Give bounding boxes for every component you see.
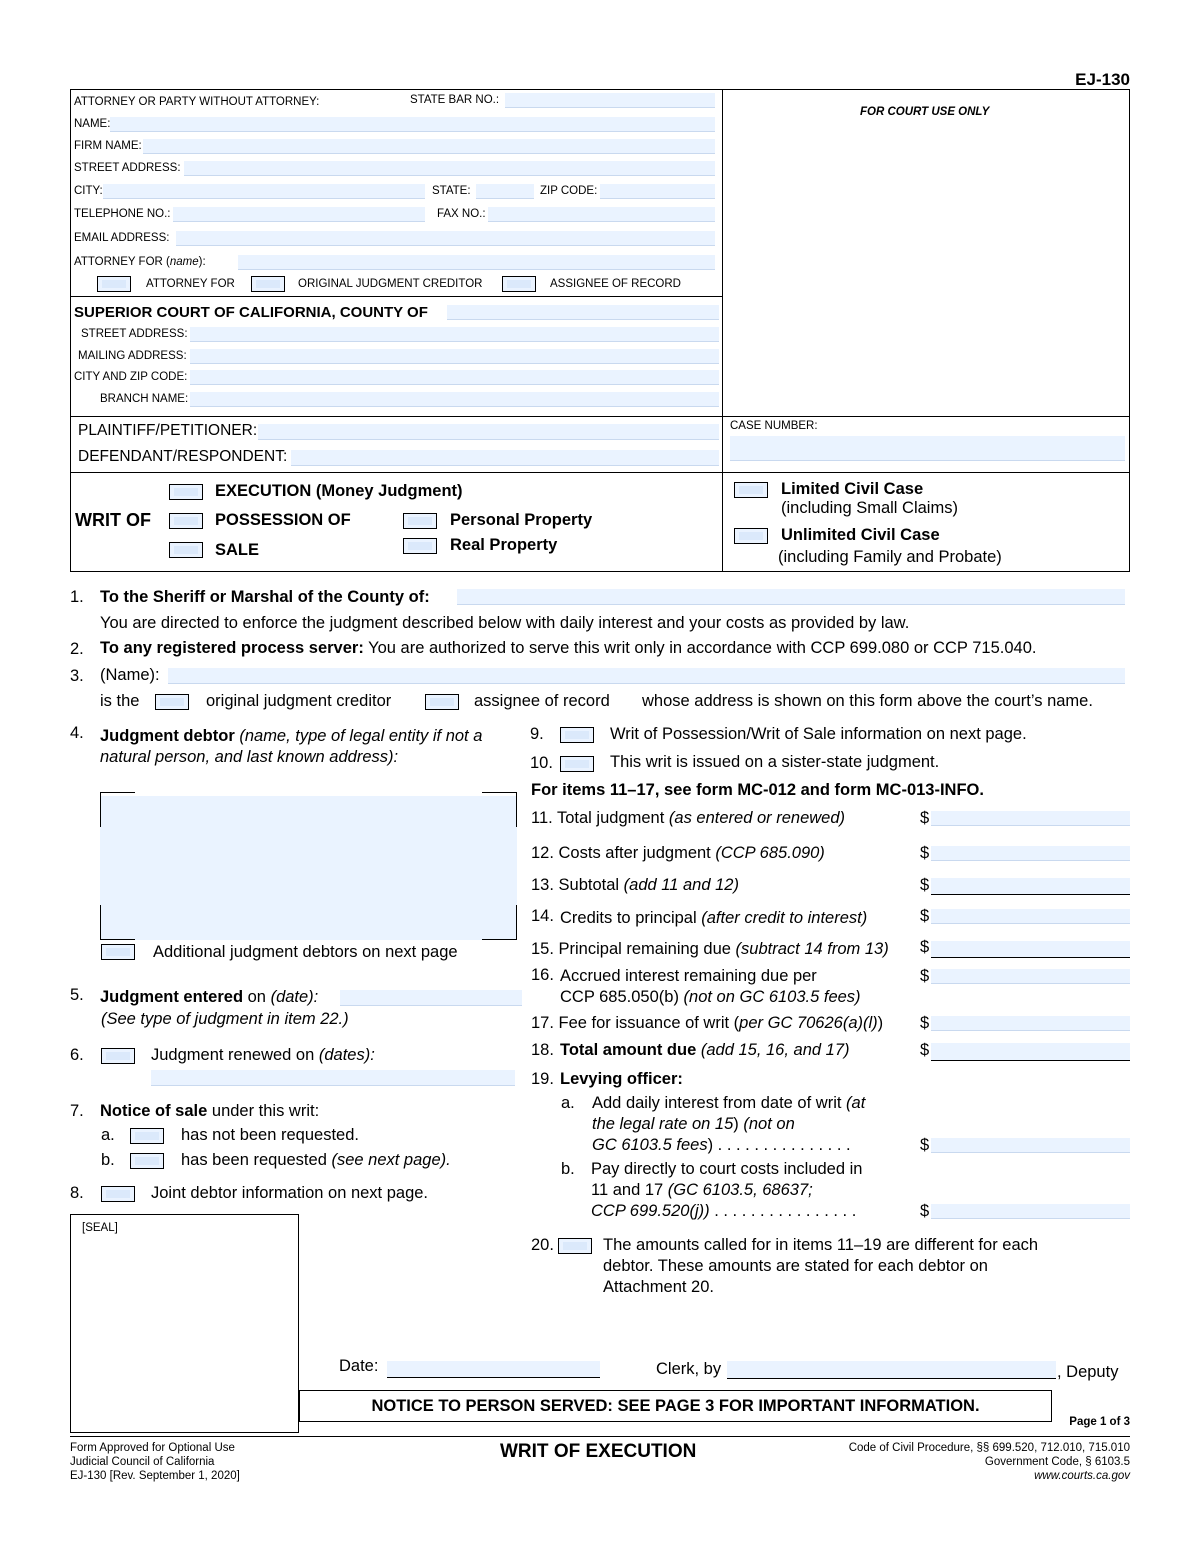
seal-label: [SEAL] <box>82 1222 118 1234</box>
additional-debtors-checkbox[interactable] <box>101 944 135 960</box>
item-8-text: Joint debtor information on next page. <box>151 1184 429 1202</box>
debtor-bracket-tr-v <box>516 792 517 827</box>
item-15-label: 15. Principal remaining due (subtract 14 from 13) <box>531 940 889 958</box>
item-16-number: 16. <box>531 966 554 984</box>
item-5-number: 5. <box>70 986 84 1004</box>
court-city-label: CITY AND ZIP CODE: <box>74 371 188 383</box>
item-19a-line3: GC 6103.5 fees) . . . . . . . . . . . . . . . <box>592 1136 851 1154</box>
zip-label: ZIP CODE: <box>540 185 598 197</box>
accrued-interest-field[interactable] <box>931 969 1130 984</box>
email-label: EMAIL ADDRESS: <box>74 232 170 244</box>
footer-left-2: Judicial Council of California <box>70 1456 215 1468</box>
assignee-option: ASSIGNEE OF RECORD <box>550 278 681 290</box>
plaintiff-label: PLAINTIFF/PETITIONER: <box>78 422 258 439</box>
item-13-dollar: $ <box>920 876 930 894</box>
attorney-for-field[interactable] <box>238 255 715 270</box>
footer-left-3: EJ-130 [Rev. September 1, 2020] <box>70 1470 240 1482</box>
debtor-bracket-br <box>482 939 517 940</box>
page-number: Page 1 of 3 <box>1069 1416 1130 1428</box>
item-19a-letter: a. <box>561 1094 575 1112</box>
execution-checkbox[interactable] <box>169 484 203 500</box>
footer-right-3[interactable]: www.courts.ca.gov <box>1034 1470 1130 1482</box>
unlimited-case-checkbox[interactable] <box>734 528 768 544</box>
item-2-number: 2. <box>70 640 84 658</box>
item-15-dollar: $ <box>920 938 930 956</box>
original-creditor-option: ORIGINAL JUDGMENT CREDITOR <box>298 278 483 290</box>
limited-case-checkbox[interactable] <box>734 482 768 498</box>
item-16-sub: CCP 685.050(b) (not on GC 6103.5 fees) <box>560 988 861 1006</box>
item-19b-line3: CCP 699.520(j)) . . . . . . . . . . . . . . . . <box>591 1202 857 1220</box>
item-7a-text: has not been requested. <box>181 1126 359 1144</box>
additional-debtors-label: Additional judgment debtors on next page <box>153 943 458 961</box>
defendant-label: DEFENDANT/RESPONDENT: <box>78 448 288 465</box>
sale-requested-checkbox[interactable] <box>130 1153 164 1169</box>
item-3-number: 3. <box>70 667 84 685</box>
state-bar-field[interactable] <box>505 93 715 108</box>
clerk-signature-field[interactable] <box>727 1361 1056 1379</box>
firm-label: FIRM NAME: <box>74 140 142 152</box>
item-4-label: Judgment debtor (name, type of legal entity if not a <box>100 727 483 745</box>
item-4-hint: natural person, and last known address): <box>100 748 399 766</box>
plaintiff-field[interactable] <box>258 424 719 440</box>
court-street-field[interactable] <box>190 327 719 342</box>
court-mailing-label: MAILING ADDRESS: <box>78 350 187 362</box>
item-20-line3: Attachment 20. <box>603 1278 714 1296</box>
item-2-text: To any registered process server: You are authorized to serve this writ only in accordance with CCP 699.080 or CCP 715.040. <box>100 639 1037 657</box>
personal-property-checkbox[interactable] <box>403 513 437 529</box>
court-mailing-field[interactable] <box>190 349 719 364</box>
county-field[interactable] <box>447 305 719 320</box>
original-judgment-creditor-checkbox[interactable] <box>155 694 189 710</box>
court-street-label: STREET ADDRESS: <box>81 328 188 340</box>
court-divider <box>70 296 723 297</box>
item-1-number: 1. <box>70 588 84 606</box>
court-branch-field[interactable] <box>190 392 719 407</box>
court-city-field[interactable] <box>190 370 719 385</box>
item-7b-text: has been requested (see next page). <box>181 1151 451 1169</box>
sale-not-requested-checkbox[interactable] <box>130 1128 164 1144</box>
street-field[interactable] <box>184 161 715 176</box>
notice-text: NOTICE TO PERSON SERVED: SEE PAGE 3 FOR IMPORTANT INFORMATION. <box>371 1397 980 1415</box>
item-12-dollar: $ <box>920 844 930 862</box>
items-note: For items 11–17, see form MC-012 and form MC-013-INFO. <box>531 781 984 799</box>
defendant-field[interactable] <box>291 450 719 466</box>
form-id: EJ-130 <box>1075 70 1130 89</box>
debtor-bracket-bl <box>100 939 135 940</box>
footer-rule <box>70 1436 1130 1437</box>
item-19a-line1: Add daily interest from date of writ (at <box>592 1094 866 1112</box>
possession-label: POSSESSION OF <box>215 511 351 529</box>
item-1-label: To the Sheriff or Marshal of the County of: <box>100 588 430 606</box>
attorney-for-option: ATTORNEY FOR <box>146 278 235 290</box>
court-use-label: FOR COURT USE ONLY <box>860 106 990 118</box>
item-5-label: Judgment entered on (date): <box>100 988 319 1006</box>
zip-field[interactable] <box>600 184 715 199</box>
costs-after-judgment-field[interactable] <box>931 846 1130 861</box>
footer-right <box>849 1441 1130 1483</box>
sale-checkbox[interactable] <box>169 542 203 558</box>
court-costs-field[interactable] <box>931 1204 1130 1219</box>
item-19b-line1: Pay directly to court costs included in <box>591 1160 863 1178</box>
item-3-label: (Name): <box>100 666 160 684</box>
item-18-label: Total amount due (add 15, 16, and 17) <box>560 1041 850 1059</box>
personal-property-label: Personal Property <box>450 511 593 529</box>
date-field[interactable] <box>387 1361 600 1378</box>
sister-state-checkbox[interactable] <box>560 756 594 772</box>
principal-remaining-field[interactable] <box>931 941 1130 958</box>
real-property-checkbox[interactable] <box>403 538 437 554</box>
city-field[interactable] <box>103 184 425 199</box>
daily-interest-field[interactable] <box>931 1138 1130 1153</box>
attorney-for-label: ATTORNEY FOR (name): <box>74 256 206 268</box>
clerk-label: Clerk, by <box>656 1360 722 1378</box>
phone-label: TELEPHONE NO.: <box>74 208 171 220</box>
footer-right-1: Code of Civil Procedure, §§ 699.520, 712.010, 715.010 <box>848 1442 1130 1454</box>
item-12-label: 12. Costs after judgment (CCP 685.090) <box>531 844 825 862</box>
debtor-bracket-br-v <box>516 905 517 940</box>
item-10-text: This writ is issued on a sister-state judgment. <box>610 753 940 771</box>
case-number-label: CASE NUMBER: <box>730 420 818 432</box>
unlimited-case-label: Unlimited Civil Case <box>781 526 940 544</box>
name-label: NAME: <box>74 118 111 130</box>
real-property-label: Real Property <box>450 536 558 554</box>
firm-field[interactable] <box>143 139 715 154</box>
parties-divider <box>70 416 1130 417</box>
item-3-original: original judgment creditor <box>206 692 392 710</box>
item-4-number: 4. <box>70 724 84 742</box>
date-label: Date: <box>339 1357 379 1375</box>
limited-case-label: Limited Civil Case <box>781 480 924 498</box>
seal-box <box>70 1214 299 1433</box>
judgment-renewed-checkbox[interactable] <box>101 1048 135 1064</box>
item-10-number: 10. <box>530 754 553 772</box>
writ-possession-info-checkbox[interactable] <box>560 727 594 743</box>
item-16-dollar: $ <box>920 967 930 985</box>
item-18-number: 18. <box>531 1041 554 1059</box>
assignee-of-record-checkbox[interactable] <box>425 694 459 710</box>
item-7b-letter: b. <box>101 1151 115 1169</box>
item-1-text: You are directed to enforce the judgment described below with daily interest and your costs as provided by law. <box>100 614 910 632</box>
state-bar-label: STATE BAR NO.: <box>410 94 500 106</box>
item-19b-letter: b. <box>561 1160 575 1178</box>
attorney-label: ATTORNEY OR PARTY WITHOUT ATTORNEY: <box>74 96 320 108</box>
execution-label: EXECUTION (Money Judgment) <box>215 482 463 500</box>
item-19-label: Levying officer: <box>560 1070 683 1088</box>
email-field[interactable] <box>176 231 715 246</box>
item-6-label: Judgment renewed on (dates): <box>151 1046 375 1064</box>
item-14-dollar: $ <box>920 907 930 925</box>
item-19a-line2: the legal rate on 15) (not on <box>592 1115 795 1133</box>
subtotal-field[interactable] <box>931 878 1130 895</box>
item-3-whose: whose address is shown on this form above the court’s name. <box>642 692 1093 710</box>
item-7a-letter: a. <box>101 1126 115 1144</box>
possession-checkbox[interactable] <box>169 513 203 529</box>
item-20-number: 20. <box>531 1236 554 1254</box>
item-11-label: 11. Total judgment (as entered or renewed) <box>531 809 846 827</box>
credits-to-principal-field[interactable] <box>931 909 1130 924</box>
fax-label: FAX NO.: <box>437 208 486 220</box>
item-9-number: 9. <box>530 725 544 743</box>
item-11-dollar: $ <box>920 809 930 827</box>
footer-left <box>70 1441 240 1483</box>
writ-divider <box>70 472 1130 473</box>
debtor-bracket-tr <box>482 792 517 793</box>
footer-right-2: Government Code, § 6103.5 <box>984 1456 1130 1468</box>
sale-label: SALE <box>215 541 260 559</box>
state-field[interactable] <box>476 184 534 199</box>
item-7-number: 7. <box>70 1102 84 1120</box>
unlimited-case-sub: (including Family and Probate) <box>778 548 1002 566</box>
creditor-name-field[interactable] <box>168 668 1125 684</box>
debtor-bracket-tl <box>100 792 135 793</box>
limited-case-sub: (including Small Claims) <box>781 499 958 517</box>
item-19b-line2: 11 and 17 (GC 6103.5, 68637; <box>591 1181 813 1199</box>
name-field[interactable] <box>110 117 715 132</box>
attorney-for-checkbox[interactable] <box>97 276 131 292</box>
item-14-number: 14. <box>531 907 554 925</box>
attachment-20-checkbox[interactable] <box>558 1238 592 1254</box>
street-label: STREET ADDRESS: <box>74 162 181 174</box>
fax-field[interactable] <box>488 207 715 222</box>
item-3-assignee: assignee of record <box>474 692 610 710</box>
case-number-field[interactable] <box>730 436 1125 461</box>
state-label: STATE: <box>432 185 471 197</box>
header-divider <box>722 89 723 572</box>
item-8-number: 8. <box>70 1184 84 1202</box>
judgment-debtor-field[interactable] <box>100 796 517 940</box>
item-3-is-the: is the <box>100 692 140 710</box>
item-17-dollar: $ <box>920 1014 930 1032</box>
item-7-label: Notice of sale under this writ: <box>100 1102 320 1120</box>
item-20-line1: The amounts called for in items 11–19 are different for each <box>603 1236 1039 1254</box>
footer-title: WRIT OF EXECUTION <box>500 1441 697 1462</box>
court-title: SUPERIOR COURT OF CALIFORNIA, COUNTY OF <box>74 304 428 321</box>
item-5-note: (See type of judgment in item 22.) <box>101 1010 349 1028</box>
item-6-number: 6. <box>70 1046 84 1064</box>
joint-debtor-checkbox[interactable] <box>101 1186 135 1202</box>
city-label: CITY: <box>74 185 103 197</box>
phone-field[interactable] <box>173 207 425 222</box>
judgment-entered-date-field[interactable] <box>340 990 522 1006</box>
item-19b-dollar: $ <box>920 1202 930 1220</box>
item-9-text: Writ of Possession/Writ of Sale information on next page. <box>610 725 1027 743</box>
item-17-label: 17. Fee for issuance of writ (per GC 70626(a)(l)) <box>531 1014 884 1032</box>
item-19-number: 19. <box>531 1070 554 1088</box>
original-creditor-checkbox[interactable] <box>251 276 285 292</box>
item-16-label: Accrued interest remaining due per <box>560 967 817 985</box>
item-18-dollar: $ <box>920 1041 930 1059</box>
court-branch-label: BRANCH NAME: <box>100 393 189 405</box>
item-13-label: 13. Subtotal (add 11 and 12) <box>531 876 739 894</box>
footer-left-1: Form Approved for Optional Use <box>70 1442 235 1454</box>
assignee-checkbox[interactable] <box>502 276 536 292</box>
debtor-bracket-bl-v <box>100 905 101 940</box>
item-19a-dollar: $ <box>920 1136 930 1154</box>
item-14-label: Credits to principal (after credit to interest) <box>560 909 868 927</box>
judgment-renewed-dates-field[interactable] <box>151 1070 515 1086</box>
total-judgment-field[interactable] <box>931 811 1130 826</box>
writ-fee-field[interactable] <box>931 1016 1130 1031</box>
deputy-label: , Deputy <box>1057 1363 1119 1381</box>
total-amount-due-field[interactable] <box>931 1043 1130 1061</box>
writ-of-label: WRIT OF <box>75 510 151 530</box>
debtor-bracket-tl-v <box>100 792 101 827</box>
item-20-line2: debtor. These amounts are stated for each debtor on <box>603 1257 988 1275</box>
county-of-field[interactable] <box>457 589 1125 605</box>
